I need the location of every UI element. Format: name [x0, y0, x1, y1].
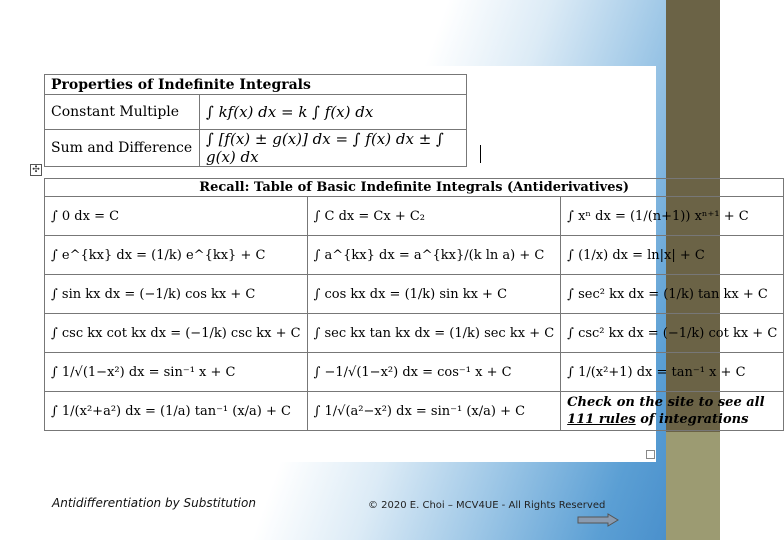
integral-cell: ∫ 1/(x²+a²) dx = (1/a) tan⁻¹ (x/a) + C	[45, 392, 308, 431]
integral-cell: ∫ −1/√(1−x²) dx = cos⁻¹ x + C	[307, 353, 561, 392]
integral-cell: ∫ 0 dx = C	[45, 197, 308, 236]
integral-cell: ∫ (1/x) dx = ln|x| + C	[561, 236, 784, 275]
integral-cell: ∫ 1/(x²+1) dx = tan⁻¹ x + C	[561, 353, 784, 392]
integral-cell: ∫ e^{kx} dx = (1/k) e^{kx} + C	[45, 236, 308, 275]
integral-cell: ∫ 1/√(1−x²) dx = sin⁻¹ x + C	[45, 353, 308, 392]
integral-cell: ∫ csc² kx dx = (−1/k) cot kx + C	[561, 314, 784, 353]
properties-table	[44, 74, 467, 167]
properties-title: Properties of Indefinite Integrals	[45, 75, 467, 95]
sum-difference-formula: ∫ [f(x) ± g(x)] dx = ∫ f(x) dx ± ∫ g(x) dx	[200, 130, 467, 167]
integral-cell: ∫ sec² kx dx = (1/k) tan kx + C	[561, 275, 784, 314]
table-resize-handle[interactable]	[646, 450, 655, 459]
recall-title: Recall: Table of Basic Indefinite Integrals (Antiderivatives)	[45, 179, 784, 197]
next-arrow-icon[interactable]	[577, 514, 619, 526]
rules-note-rest: of integrations	[635, 412, 749, 427]
rules-note-cell	[561, 392, 784, 431]
integral-cell: ∫ cos kx dx = (1/k) sin kx + C	[307, 275, 561, 314]
rules-link[interactable]: 111 rules	[567, 412, 636, 427]
integral-cell: ∫ 1/√(a²−x²) dx = sin⁻¹ (x/a) + C	[307, 392, 561, 431]
integral-cell: ∫ sin kx dx = (−1/k) cos kx + C	[45, 275, 308, 314]
constant-multiple-formula: ∫ kf(x) dx = k ∫ f(x) dx	[200, 95, 467, 130]
footer-topic: Antidifferentiation by Substitution	[52, 496, 256, 510]
constant-multiple-label: Constant Multiple	[45, 95, 200, 130]
right-sidebar-light	[666, 432, 720, 540]
sum-difference-label: Sum and Difference	[45, 130, 200, 167]
integral-cell: ∫ csc kx cot kx dx = (−1/k) csc kx + C	[45, 314, 308, 353]
footer-copyright: © 2020 E. Choi – MCV4UE - All Rights Reserved	[368, 500, 606, 511]
text-cursor	[480, 145, 481, 163]
integral-cell: ∫ a^{kx} dx = a^{kx}/(k ln a) + C	[307, 236, 561, 275]
integral-cell: ∫ C dx = Cx + C₂	[307, 197, 561, 236]
integral-cell: ∫ sec kx tan kx dx = (1/k) sec kx + C	[307, 314, 561, 353]
rules-note-line1: Check on the site to see all	[567, 395, 765, 410]
recall-table	[44, 178, 784, 431]
integral-cell: ∫ xⁿ dx = (1/(n+1)) xⁿ⁺¹ + C	[561, 197, 784, 236]
table-move-handle-icon[interactable]: ✣	[30, 164, 42, 176]
